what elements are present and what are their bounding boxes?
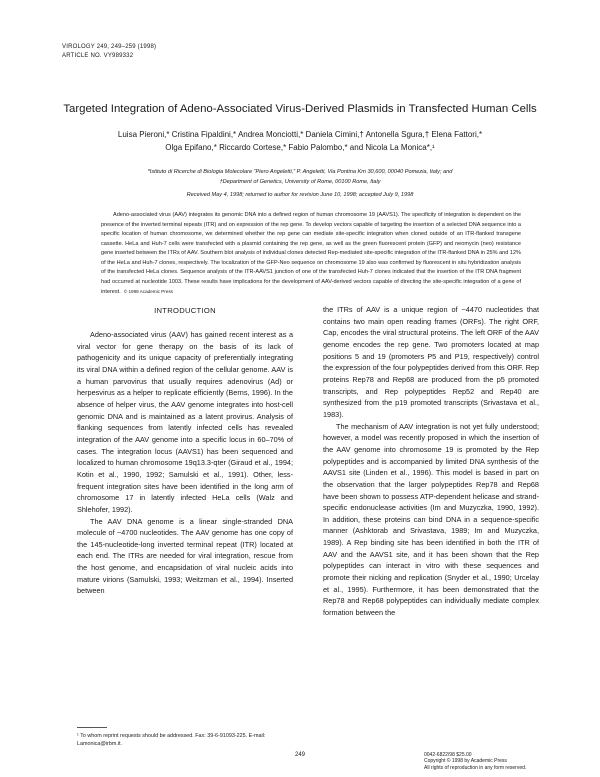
left-column [77, 329, 293, 597]
author-line-2: Olga Epifano,* Riccardo Cortese,* Fabio Palombo,* and Nicola La Monica*,¹ [165, 143, 435, 152]
article-number: ARTICLE NO. VY989332 [62, 52, 134, 59]
abstract [101, 211, 521, 298]
affiliation-line-2: †Department of Genetics, University of Rome, 00100 Rome, Italy [219, 178, 381, 185]
rights-line: All rights of reproduction in any form reserved. [424, 764, 527, 771]
left-paragraph-2: The AAV DNA genome is a linear single-stranded DNA molecule of ~4700 nucleotides. The AAV genome has one copy of the 145-nucleotide-long inverted terminal repeat (ITR) located at each end. The ITRs are needed for viral integration, rescue from the host genome, and encapsidation of viral nucleic acids into mature virions (Samulski, 1993; Weitzman et al., 1994). Inserted between [77, 516, 293, 596]
author-line-1: Luisa Pieroni,* Cristina Fipaldini,* Andrea Monciotti,* Daniela Cimini,† Antonella Sgura,† Elena Fattori,* [117, 130, 483, 139]
right-paragraph-2: The mechanism of AAV integration is not yet fully understood; however, a model was recently proposed in which the insertion of the AAV genome into chromosome 19 is promoted by the Rep polypeptides and is accompanied by limited DNA synthesis of the AAVS1 site (Linden et al., 1996). This model is based in part on the observation that the larger polypeptides Rep78 and Rep68 have been shown to possess ATP-dependent helicase and strand-specific endonuclease activities (Im and Muzyczka, 1990, 1992). In addition, these proteins can bind DNA in a sequence-specific manner (Ashktorab and Srivastava, 1989; Im and Muzyczka, 1989). A Rep binding site has been identified in both the ITR of AAV and the AAVS1 site, and it has been shown that the Rep polypeptides can interact in vitro with these sequences and promote their nicking and replication (Snyder et al., 1990; Urcelay et al., 1995). Furthermore, it has been demonstrated that the Rep78 and Rep68 polypeptides can individually mediate complex formation between the [323, 421, 539, 618]
issn-line: 0042-6822/98 $25.00 [424, 752, 472, 758]
page-number: 249 [294, 752, 305, 758]
section-heading-introduction: INTRODUCTION [154, 306, 216, 315]
author-list [60, 128, 540, 154]
journal-header [62, 43, 156, 60]
journal-volume-line: VIROLOGY 249, 249–259 (1998) [62, 44, 157, 50]
copyright-line: Copyright © 1998 by Academic Press [424, 758, 507, 765]
affiliations [70, 168, 530, 187]
abstract-copyright: © 1998 Academic Press [123, 289, 173, 295]
footnote-divider [77, 727, 107, 728]
footnote: ¹ To whom reprint requests should be addressed. Fax: 39-6-91093-225. E-mail: Lamonica@irbm.it. [77, 733, 266, 747]
abstract-text: Adeno-associated virus (AAV) integrates its genomic DNA into a defined region of human chromosome 19 (AAVS1). The specificity of integration is dependent on the presence of the inverted terminal repeats (ITR) and on expression of the rep gene. To develop vectors capable of targeting the insertion of a selected DNA sequence into a specific location of human chromosome, we determined whether the rep gene can mediate site-specific integration when cloned outside of an ITR-flanked transgene cassette. HeLa and Huh-7 cells were transfected with a plasmid containing the rep gene, as well as the green fluorescent protein (GFP) and neomycin (neo) resistance gene inserted between the ITRs of AAV. Southern blot analysis of individual clones detected Rep-mediated site-specific integration of the ITR-flanked DNA in 25% and 12% of the HeLa and Huh-7 clones, respectively. The localization of the GFP-Neo sequence on chromosome 19 also was confirmed by fluorescent in situ hybridization analysis of the transfected HeLa clones. Sequence analysis of the ITR-AAVS1 junction of one of the transfected Huh-7 clones indicated that the insertion of the ITR DNA fragment had occurred at nucleotide 1003. These results have implications for the development of AAV-derived vectors capable of directing the site-specific integration of a gene of interest. [101, 212, 521, 296]
right-column [323, 304, 539, 619]
left-paragraph-1: Adeno-associated virus (AAV) has gained recent interest as a viral vector for gene therapy on the basis of its lack of pathogenicity and its unique capacity of preferentially integrating its viral DNA within a defined region of the cellular genome. AAV is a human parvovirus that usually requires adenovirus (Ad) or herpesvirus as a helper to replicate efficiently (Berns, 1996). In the absence of helper virus, the AAV genome integrates into host-cell genomic DNA and is maintained as a latent provirus. Analysis of flanking sequences from latently infected cells has revealed integration of the AAV genome into a specific locus in 60–70% of cases. The integration locus (AAVS1) has been sequenced and localized to human chromosome 19q13.3-qter (Giraud et al., 1994; Kotin et al., 1990, 1992; Samulski et al., 1991). Other, less-frequent integration sites have been identified in the long arm of chromosome 17 in latently infected HeLa cells (Walz and Shlehofer, 1992). [77, 330, 293, 514]
right-paragraph-1: the ITRs of AAV is a unique region of ~4470 nucleotides that contains two main open reading frames (ORFs). The right ORF, Cap, encodes the viral structural proteins. The left ORF of the AAV genome encodes the rep gene. Two promoters located at map positions 5 and 19 (promoters P5 and P19, respectively) control the expression of the four polypeptides derived from this ORF. Rep proteins Rep78 and Rep68 are produced from the p5 promoted transcripts, and Rep polypeptides Rep52 and Rep40 are synthesized from the p19 promoted transcripts (Srivastava et al., 1983). [323, 305, 539, 419]
affiliation-line-1: *Istituto di Ricerche di Biologia Molecolare “Piero Angeletti,” P. Angeletti, Via Pontina Km 30,600, 00040 Pomezia, Italy; and [147, 169, 453, 175]
received-dates: Received May 4, 1998; returned to author for revision June 10, 1998; accepted July 9, 1998 [186, 192, 414, 198]
copyright-block [424, 752, 526, 771]
article-title: Targeted Integration of Adeno-Associated Virus-Derived Plasmids in Transfected Human Cells [63, 103, 537, 115]
